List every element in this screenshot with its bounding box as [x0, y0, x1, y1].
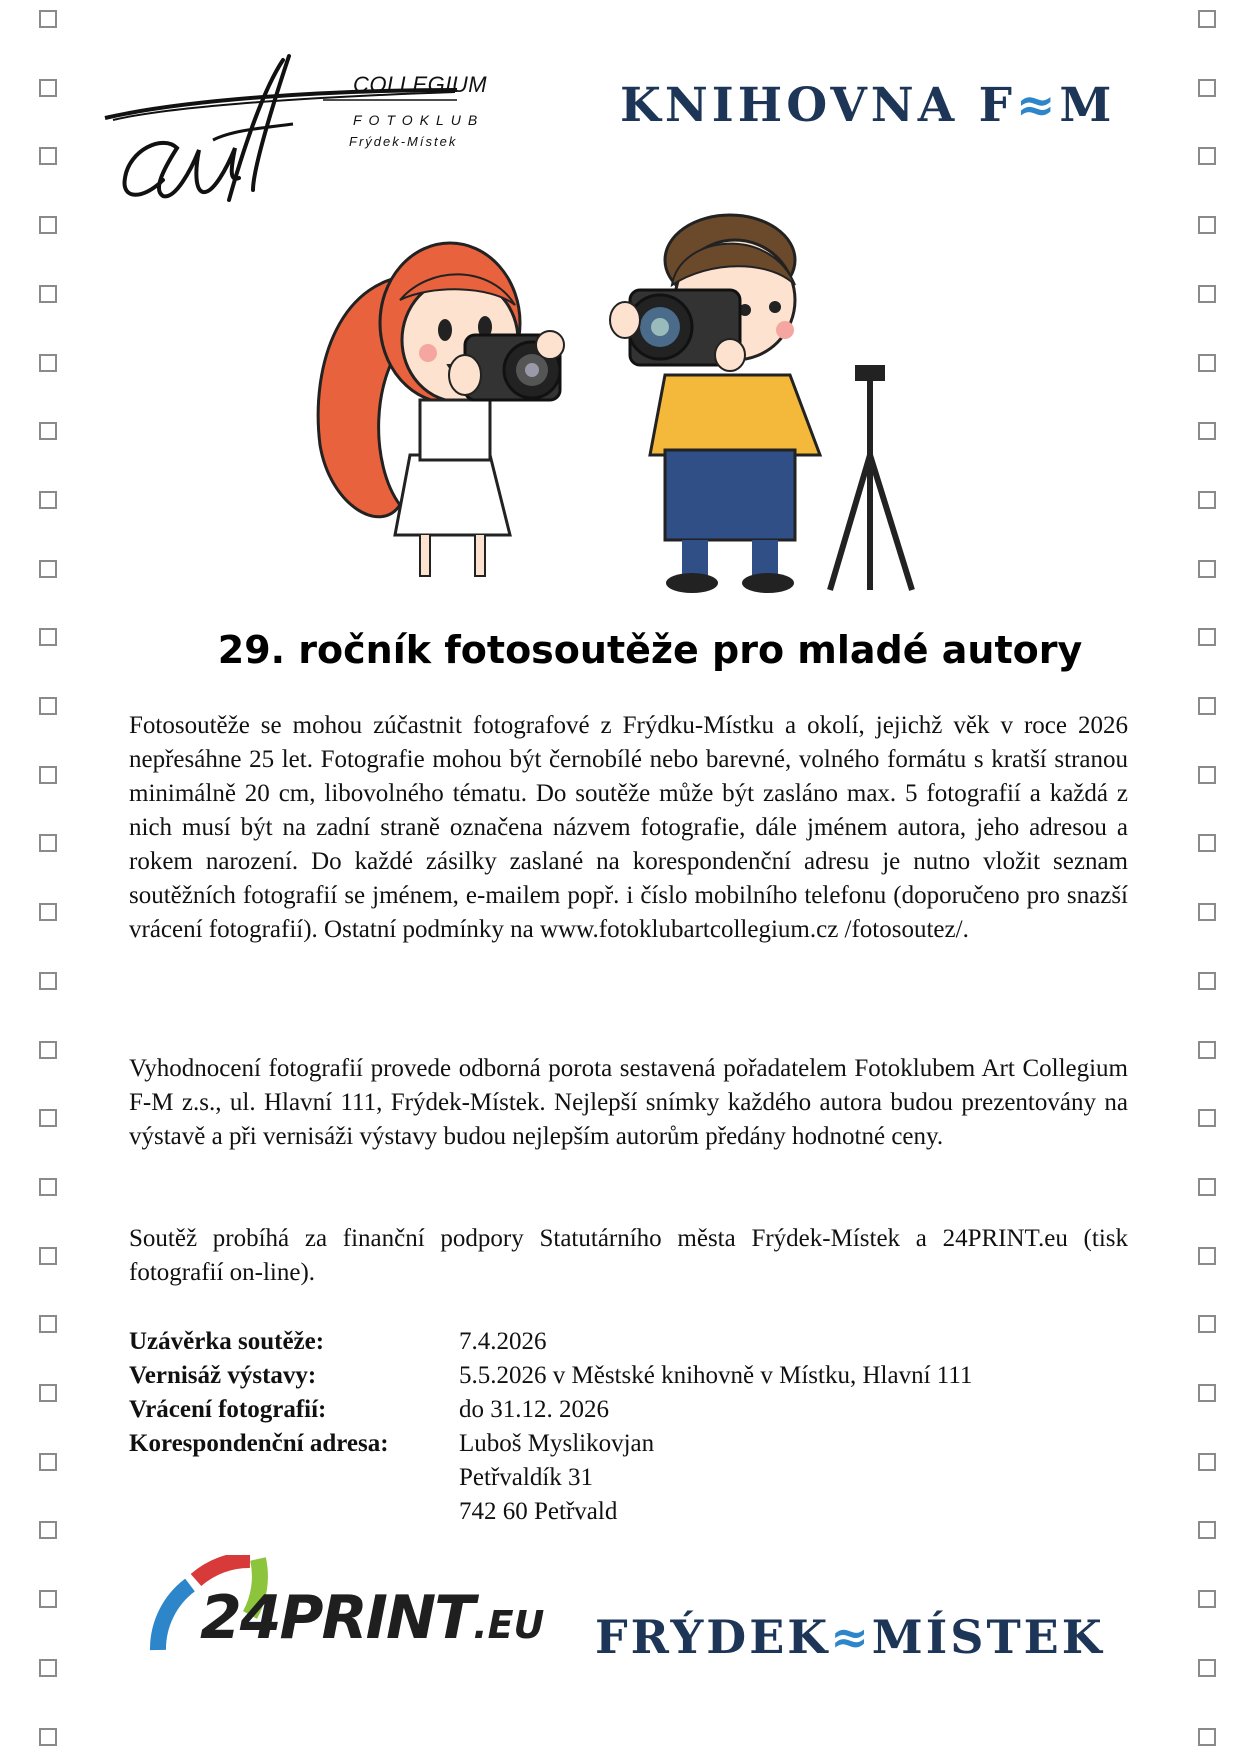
- fotoklub-city-text: Frýdek-Místek: [349, 134, 458, 149]
- knihovna-fm-logo: [620, 78, 1115, 133]
- film-hole-icon: [39, 1109, 57, 1127]
- fm-logo-left: FRÝDEK: [595, 1610, 831, 1664]
- info-value: Petřvaldík 31: [459, 1464, 594, 1491]
- info-value: 5.5.2026 v Městské knihovně v Místku, Hlavní 111: [459, 1362, 973, 1389]
- photographers-illustration: [300, 205, 950, 615]
- film-hole-icon: [1198, 903, 1216, 921]
- film-hole-icon: [39, 766, 57, 784]
- film-hole-icon: [39, 1728, 57, 1746]
- film-hole-icon: [1198, 697, 1216, 715]
- fm-logo-right: MÍSTEK: [871, 1610, 1105, 1664]
- knihovna-logo-right: M: [1059, 78, 1116, 133]
- 24print-suffix: .EU: [473, 1603, 545, 1647]
- film-hole-icon: [39, 354, 57, 372]
- film-hole-icon: [39, 1521, 57, 1539]
- film-hole-icon: [1198, 1728, 1216, 1746]
- film-hole-icon: [1198, 1384, 1216, 1402]
- film-hole-icon: [1198, 354, 1216, 372]
- girl-photographer-icon: [318, 243, 564, 577]
- film-hole-icon: [1198, 285, 1216, 303]
- film-hole-icon: [39, 1178, 57, 1196]
- info-row: [129, 1495, 972, 1529]
- 24print-logo: [150, 1555, 545, 1680]
- info-row: [129, 1325, 972, 1359]
- info-label: Korespondenční adresa:: [129, 1430, 389, 1457]
- info-value: 7.4.2026: [459, 1328, 547, 1355]
- film-strip-left: [39, 0, 61, 1762]
- info-value: Luboš Myslikovjan: [459, 1430, 655, 1457]
- art-collegium-logo: [103, 50, 523, 230]
- info-label: Uzávěrka soutěže:: [129, 1328, 325, 1355]
- film-hole-icon: [39, 1590, 57, 1608]
- info-row: [129, 1427, 972, 1461]
- film-hole-icon: [1198, 491, 1216, 509]
- film-hole-icon: [39, 1041, 57, 1059]
- info-row: [129, 1461, 972, 1495]
- film-hole-icon: [1198, 834, 1216, 852]
- fotoklub-text: FOTOKLUB: [353, 112, 485, 128]
- info-label: [129, 1461, 459, 1495]
- film-hole-icon: [39, 560, 57, 578]
- film-hole-icon: [39, 216, 57, 234]
- wave-icon: ≈: [830, 1610, 872, 1664]
- info-label: Vrácení fotografií:: [129, 1396, 327, 1423]
- info-row: [129, 1359, 972, 1393]
- 24print-main: 24PRINT: [200, 1583, 474, 1653]
- info-table: [129, 1325, 972, 1529]
- film-hole-icon: [1198, 79, 1216, 97]
- film-hole-icon: [1198, 560, 1216, 578]
- film-hole-icon: [39, 903, 57, 921]
- info-value: 742 60 Petřvald: [459, 1498, 618, 1525]
- film-hole-icon: [39, 1659, 57, 1677]
- frydek-mistek-logo: [595, 1610, 1105, 1664]
- film-hole-icon: [1198, 1041, 1216, 1059]
- info-row: [129, 1393, 972, 1427]
- film-hole-icon: [39, 834, 57, 852]
- film-hole-icon: [1198, 1659, 1216, 1677]
- film-hole-icon: [39, 285, 57, 303]
- knihovna-logo-left: KNIHOVNA F: [620, 78, 1016, 133]
- film-hole-icon: [1198, 10, 1216, 28]
- paragraph-evaluation: Vyhodnocení fotografií provede odborná porota sestavená pořadatelem Fotoklubem Art Collegium F-M z.s., ul. Hlavní 111, Frýdek-Místek. Nejlepší snímky každého autora budou prezentovány na výstavě a při vernisáži výstavy budou nejlepším autorům předány hodnotné ceny.: [129, 1055, 1128, 1150]
- film-hole-icon: [39, 1384, 57, 1402]
- film-hole-icon: [1198, 216, 1216, 234]
- film-strip-right: [1198, 0, 1220, 1762]
- film-hole-icon: [39, 147, 57, 165]
- film-hole-icon: [39, 972, 57, 990]
- film-hole-icon: [1198, 1521, 1216, 1539]
- film-hole-icon: [39, 79, 57, 97]
- info-label: Vernisáž výstavy:: [129, 1362, 317, 1389]
- 24print-text: [200, 1583, 544, 1653]
- film-hole-icon: [1198, 1453, 1216, 1471]
- film-hole-icon: [1198, 1109, 1216, 1127]
- paragraph-conditions: Fotosoutěže se mohou zúčastnit fotografové z Frýdku-Místku a okolí, jejichž věk v roce 2026 nepřesáhne 25 let. Fotografie mohou být černobílé nebo barevné, volného formátu s kratší stranou minimálně 20 cm, libovolného tématu. Do soutěže může být zasláno max. 5 fotografií a každá z nich musí být na zadní straně označena názvem fotografie, dále jménem autora, jeho adresou a rokem narození. Do každé zásilky zaslané na korespondenční adresu je nutno vložit seznam soutěžních fotografií se jménem, e-mailem popř. i číslo mobilního telefonu (doporučeno pro snazší vrácení fotografií). Ostatní podmínky na www.fotoklubartcollegium.cz /fotosoutez/.: [129, 712, 1128, 943]
- paragraph-support: Soutěž probíhá za finanční podpory Statutárního města Frýdek-Místek a 24PRINT.eu (tisk fotografií on-line).: [129, 1225, 1128, 1286]
- film-hole-icon: [39, 422, 57, 440]
- boy-photographer-icon: [610, 215, 912, 593]
- collegium-text: COLLEGIUM: [353, 72, 488, 97]
- wave-icon: ≈: [1015, 78, 1060, 133]
- film-hole-icon: [1198, 147, 1216, 165]
- film-hole-icon: [1198, 972, 1216, 990]
- film-hole-icon: [39, 1247, 57, 1265]
- film-hole-icon: [1198, 1247, 1216, 1265]
- film-hole-icon: [1198, 422, 1216, 440]
- film-hole-icon: [39, 697, 57, 715]
- film-hole-icon: [39, 1315, 57, 1333]
- film-hole-icon: [39, 10, 57, 28]
- film-hole-icon: [39, 1453, 57, 1471]
- info-value: do 31.12. 2026: [459, 1396, 609, 1423]
- film-hole-icon: [1198, 1178, 1216, 1196]
- film-hole-icon: [1198, 766, 1216, 784]
- page-title: 29. ročník fotosoutěže pro mladé autory: [217, 628, 1083, 672]
- film-hole-icon: [1198, 1315, 1216, 1333]
- film-hole-icon: [1198, 1590, 1216, 1608]
- info-label: [129, 1495, 459, 1529]
- film-hole-icon: [39, 628, 57, 646]
- film-hole-icon: [39, 491, 57, 509]
